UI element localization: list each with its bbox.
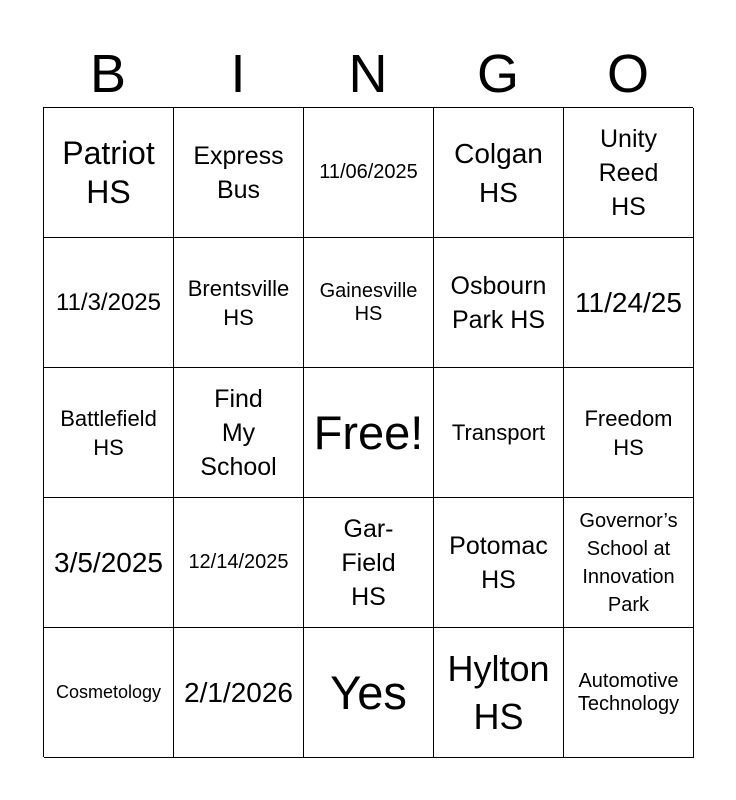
cell-text: Yes bbox=[330, 666, 407, 719]
cell-text: Find My School bbox=[200, 384, 277, 481]
cell-text: Transport bbox=[451, 420, 546, 445]
bingo-cell-r2-c5[interactable] bbox=[564, 238, 694, 368]
bingo-cell-r5-c3[interactable] bbox=[304, 628, 434, 758]
bingo-cell-r4-c4[interactable] bbox=[434, 498, 564, 628]
cell-text: Patriot HS bbox=[62, 134, 155, 210]
cell-text: Osbourn Park HS bbox=[450, 271, 547, 334]
header-letter-o: O bbox=[606, 44, 649, 104]
cell-text: 11/3/2025 bbox=[56, 288, 161, 316]
bingo-cell-r2-c1[interactable] bbox=[44, 238, 174, 368]
bingo-cell-free[interactable] bbox=[304, 368, 434, 498]
cell-text: 2/1/2026 bbox=[184, 677, 293, 708]
cell-text: Potomac HS bbox=[449, 531, 548, 594]
bingo-cell-r2-c3[interactable] bbox=[304, 238, 434, 368]
bingo-cell-r1-c3[interactable] bbox=[304, 108, 434, 238]
bingo-cell-r1-c5[interactable] bbox=[564, 108, 694, 238]
bingo-cell-r3-c1[interactable] bbox=[44, 368, 174, 498]
bingo-cell-r5-c4[interactable] bbox=[434, 628, 564, 758]
cell-text: 11/24/25 bbox=[575, 287, 682, 318]
bingo-cell-r1-c1[interactable] bbox=[44, 108, 174, 238]
cell-text: Colgan HS bbox=[454, 137, 543, 208]
bingo-header bbox=[43, 42, 693, 106]
bingo-cell-r5-c1[interactable] bbox=[44, 628, 174, 758]
bingo-cell-r4-c3[interactable] bbox=[304, 498, 434, 628]
cell-text: Freedom HS bbox=[584, 405, 673, 460]
header-letter-n: N bbox=[348, 44, 388, 104]
cell-text: Unity Reed HS bbox=[598, 124, 659, 221]
cell-text: 12/14/2025 bbox=[188, 551, 289, 573]
cell-text: Brentsville HS bbox=[187, 275, 290, 330]
bingo-cell-r4-c2[interactable] bbox=[174, 498, 304, 628]
bingo-cell-r1-c4[interactable] bbox=[434, 108, 564, 238]
bingo-cell-r2-c4[interactable] bbox=[434, 238, 564, 368]
cell-text: Gar- Field HS bbox=[341, 514, 396, 611]
bingo-cell-r1-c2[interactable] bbox=[174, 108, 304, 238]
cell-text: 3/5/2025 bbox=[54, 547, 163, 578]
cell-text: Automotive Technology bbox=[577, 669, 680, 715]
cell-text: Governor’s School at Innovation Park bbox=[579, 509, 678, 616]
cell-text: Free! bbox=[313, 406, 424, 459]
cell-text: Hylton HS bbox=[447, 647, 550, 737]
bingo-board bbox=[43, 107, 693, 757]
cell-text: Battlefield HS bbox=[60, 405, 157, 460]
cell-text: Express Bus bbox=[193, 141, 284, 204]
header-letter-g: G bbox=[476, 44, 519, 104]
bingo-cell-r3-c2[interactable] bbox=[174, 368, 304, 498]
header-letter-i: I bbox=[230, 44, 246, 104]
cell-text: Cosmetology bbox=[55, 682, 162, 702]
bingo-cell-r3-c5[interactable] bbox=[564, 368, 694, 498]
bingo-cell-r2-c2[interactable] bbox=[174, 238, 304, 368]
bingo-cell-r5-c2[interactable] bbox=[174, 628, 304, 758]
cell-text: Gainesville HS bbox=[319, 279, 418, 325]
bingo-cell-r3-c4[interactable] bbox=[434, 368, 564, 498]
header-letter-b: B bbox=[89, 44, 127, 104]
bingo-cell-r5-c5[interactable] bbox=[564, 628, 694, 758]
bingo-cell-r4-c5[interactable] bbox=[564, 498, 694, 628]
bingo-cell-r4-c1[interactable] bbox=[44, 498, 174, 628]
cell-text: 11/06/2025 bbox=[319, 161, 418, 183]
